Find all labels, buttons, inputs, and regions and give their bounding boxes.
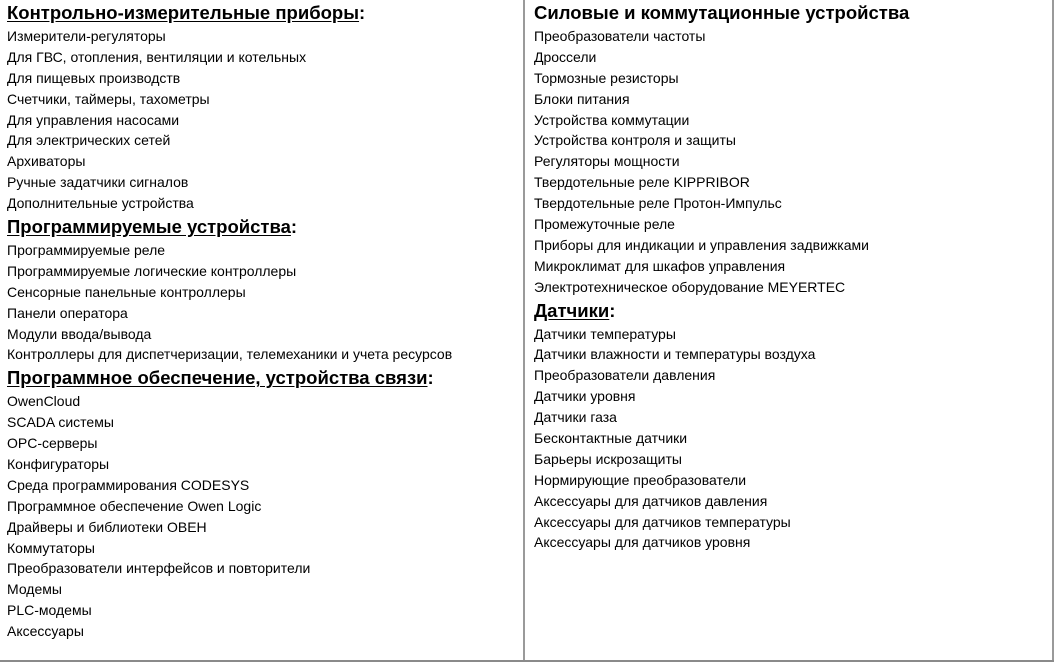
list-item[interactable]: Нормирующие преобразователи [534,471,747,488]
section-heading-text: Силовые и коммутационные устройства [534,2,910,23]
list-item[interactable]: Для электрических сетей [7,132,171,149]
section-heading-text: Контрольно-измерительные приборы [7,2,360,23]
list-item[interactable]: Ручные задатчики сигналов [7,174,189,191]
list-item[interactable]: Датчики температуры [534,325,676,342]
list-item[interactable]: Промежуточные реле [534,216,675,233]
list-item[interactable]: Для пищевых производств [7,69,181,86]
list-item[interactable]: Микроклимат для шкафов управления [534,257,786,274]
list-item[interactable]: Сенсорные панельные контроллеры [7,283,246,300]
list-item[interactable]: Электротехническое оборудование MEYERTEC [534,278,846,295]
list-item[interactable]: Драйверы и библиотеки ОВЕН [7,518,207,535]
list-item[interactable]: Измерители-регуляторы [7,28,166,44]
list-item[interactable]: Программируемые логические контроллеры [7,262,297,279]
list-item[interactable]: Устройства контроля и защиты [534,132,736,149]
list-item[interactable]: Устройства коммутации [534,111,690,128]
list-item[interactable]: Дополнительные устройства [7,195,194,212]
list-item[interactable]: Приборы для индикации и управления задвижками [534,236,869,253]
section-heading-suffix: : [427,367,434,389]
list-item[interactable]: Датчики уровня [534,388,636,405]
section-heading [7,214,523,240]
list-item[interactable]: Панели оператора [7,304,128,321]
section-heading [534,298,1052,324]
list-item[interactable]: OPC-серверы [7,435,98,452]
list-item[interactable]: Конфигураторы [7,456,110,473]
section-heading-text: Программируемые устройства [7,216,291,238]
list-item[interactable]: PLC-модемы [7,602,92,619]
list-item[interactable]: Аксессуары для датчиков температуры [534,513,791,530]
section-heading-text: Программное обеспечение, устройства связи [7,367,428,389]
section-heading [7,0,523,26]
list-item[interactable]: Счетчики, таймеры, тахометры [7,90,210,107]
list-item[interactable]: Преобразователи интерфейсов и повторители [7,560,311,577]
right-column [527,0,1054,660]
section-heading [7,365,523,391]
section-heading-suffix: : [359,2,366,23]
list-item[interactable]: Датчики газа [534,409,617,426]
list-item[interactable]: Архиваторы [7,153,86,170]
section-heading [534,0,1052,26]
list-item[interactable]: Датчики влажности и температуры воздуха [534,346,816,363]
list-item[interactable]: Модули ввода/вывода [7,325,152,342]
list-item[interactable]: Модемы [7,581,62,598]
list-item[interactable]: Среда программирования CODESYS [7,476,250,493]
list-item[interactable]: Программируемые реле [7,242,166,259]
list-item[interactable]: Тормозные резисторы [534,69,679,86]
list-item[interactable]: Аксессуары [7,623,84,640]
list-item[interactable]: Аксессуары для датчиков уровня [534,534,751,551]
table-bottom-border [0,660,1054,662]
list-item[interactable]: Контроллеры для диспетчеризации, телемеханики и учета ресурсов [7,346,453,363]
list-item[interactable]: Программное обеспечение Owen Logic [7,497,262,514]
list-item[interactable]: OwenCloud [7,393,81,410]
list-item[interactable]: Дроссели [534,48,597,65]
left-column [0,0,525,660]
list-item[interactable]: SCADA системы [7,414,114,431]
list-item[interactable]: Твердотельные реле KIPPRIBOR [534,174,750,191]
section-heading-suffix: : [290,216,298,238]
section-heading-suffix: : [609,299,616,321]
list-item[interactable]: Для ГВС, отопления, вентиляции и котельных [7,48,307,65]
list-item[interactable]: Регуляторы мощности [534,153,680,170]
list-item[interactable]: Преобразователи частоты [534,28,706,44]
list-item[interactable]: Барьеры искрозащиты [534,450,682,467]
list-item[interactable]: Блоки питания [534,90,630,107]
section-heading-text: Датчики [534,299,610,321]
list-item[interactable]: Бесконтактные датчики [534,430,688,447]
list-item[interactable]: Преобразователи давления [534,367,716,384]
list-item[interactable]: Коммутаторы [7,539,95,556]
list-item[interactable]: Аксессуары для датчиков давления [534,492,768,509]
list-item[interactable]: Твердотельные реле Протон-Импульс [534,195,782,212]
list-item[interactable]: Для управления насосами [7,111,180,128]
